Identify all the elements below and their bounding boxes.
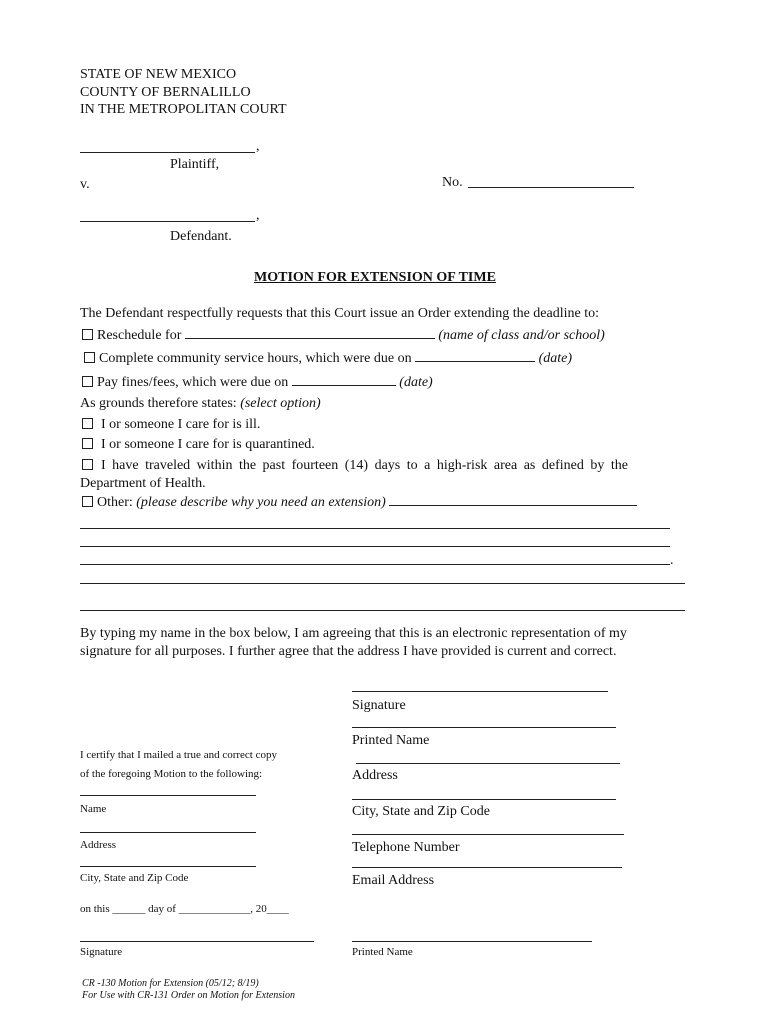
address-label: Address [352,768,398,783]
explanation-line-4[interactable] [80,583,685,584]
address-input-line[interactable] [356,763,620,764]
telephone-label: Telephone Number [352,840,460,855]
defendant-label: Defendant. [170,229,232,244]
email-input-line[interactable] [352,867,622,868]
other-hint: (please describe why you need an extension) [136,495,386,510]
certificate-signature-line[interactable] [80,941,314,942]
travel-checkbox[interactable] [82,459,93,470]
explanation-line-2[interactable] [80,546,670,547]
reschedule-input[interactable] [185,326,435,339]
ill-label: I or someone I care for is ill. [101,417,261,432]
community-service-hint: (date) [538,351,573,366]
signature-input-line[interactable] [352,691,608,692]
court-name: IN THE METROPOLITAN COURT [80,102,287,117]
explanation-line-1[interactable] [80,528,670,529]
defendant-name-line[interactable] [80,221,255,222]
esign-statement-line1: By typing my name in the box below, I am agreeing that this is an electronic representation of my [80,626,627,641]
plaintiff-label: Plaintiff, [170,157,220,172]
option-fines [82,373,433,391]
ground-travel [82,457,628,474]
quarantined-label: I or someone I care for is quarantined. [101,437,315,452]
court-state: STATE OF NEW MEXICO [80,67,237,82]
document-title: MOTION FOR EXTENSION OF TIME [254,270,496,285]
printed-name-label: Printed Name [352,733,430,748]
case-number-line[interactable] [468,187,634,188]
grounds-heading [80,395,321,412]
reschedule-hint: (name of class and/or school) [438,328,605,343]
fines-checkbox[interactable] [82,376,93,387]
case-number-label: No. [442,175,463,190]
fines-date-input[interactable] [292,373,396,386]
grounds-hint: (select option) [240,396,321,411]
certificate-signature-label: Signature [80,946,123,958]
community-service-date-input[interactable] [415,349,535,362]
certificate-city-label: City, State and Zip Code [80,872,189,884]
intro-text: The Defendant respectfully requests that this Court issue an Order extending the deadline to: [80,306,600,321]
certificate-line2: of the foregoing Motion to the following: [80,768,263,780]
explanation-period: . [670,553,674,568]
other-checkbox[interactable] [82,496,93,507]
plaintiff-name-line[interactable] [80,152,255,153]
certificate-printed-name-line[interactable] [352,941,592,942]
ill-checkbox[interactable] [82,418,93,429]
reschedule-checkbox[interactable] [82,329,93,340]
telephone-input-line[interactable] [352,834,624,835]
defendant-comma: , [256,208,260,223]
explanation-line-3[interactable] [80,564,670,565]
certificate-address-line[interactable] [80,832,256,833]
esign-statement-line2: signature for all purposes. I further agree that the address I have provided is current and correct. [80,644,617,659]
option-reschedule [82,326,605,344]
travel-label-continued: Department of Health. [80,476,206,491]
court-county: COUNTY OF BERNALILLO [80,85,251,100]
option-community-service [84,349,572,367]
certificate-printed-name-label: Printed Name [352,946,413,958]
fines-hint: (date) [399,375,433,390]
certificate-name-line[interactable] [80,795,256,796]
email-label: Email Address [352,873,435,888]
community-service-label: Complete community service hours, which were due on [99,351,412,366]
printed-name-input-line[interactable] [352,727,616,728]
certificate-city-line[interactable] [80,866,256,867]
ground-other [82,493,637,511]
versus-label: v. [80,177,90,192]
certificate-line1: I certify that I mailed a true and correct copy [80,749,277,761]
reschedule-label: Reschedule for [97,328,182,343]
signature-label: Signature [352,698,406,713]
plaintiff-comma: , [256,139,260,154]
certificate-address-label: Address [80,839,117,851]
form-id: CR -130 Motion for Extension (05/12; 8/19) [82,978,259,989]
community-service-checkbox[interactable] [84,352,95,363]
city-state-zip-input-line[interactable] [352,799,616,800]
other-reason-input[interactable] [389,493,637,506]
certificate-date-line[interactable]: on this ______ day of _____________, 20____ [80,903,289,915]
ground-quarantined [82,436,315,453]
travel-label: I have traveled within the past fourteen (14) days to a high-risk area as defined by the [101,458,628,473]
other-label: Other: [97,495,133,510]
form-use-note: For Use with CR-131 Order on Motion for Extension [82,990,295,1001]
explanation-line-5[interactable] [80,610,685,611]
fines-label: Pay fines/fees, which were due on [97,375,289,390]
quarantined-checkbox[interactable] [82,438,93,449]
ground-ill [82,416,260,433]
grounds-label: As grounds therefore states: [80,396,237,411]
city-state-zip-label: City, State and Zip Code [352,804,490,819]
certificate-name-label: Name [80,803,107,815]
